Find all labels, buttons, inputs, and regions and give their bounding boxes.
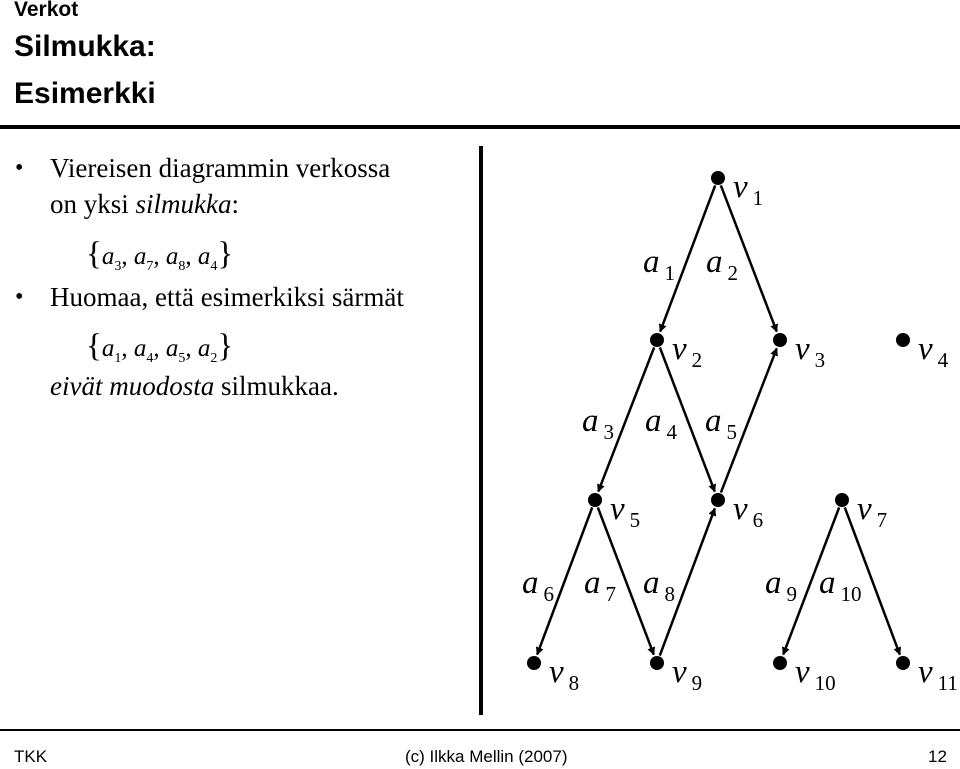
edge-set-term: $a_1$ <box>101 335 122 366</box>
vertex-label-v9: v $_9$ <box>672 654 703 695</box>
loop-set-term: $a_7$ <box>133 243 154 274</box>
footer-institution: TKK <box>14 747 48 766</box>
vertex-dot-v8 <box>527 656 541 670</box>
vertex-dot-v1 <box>711 171 725 185</box>
vertex-label-v1: v $_1$ <box>733 169 764 210</box>
loop-edge-set: {$a_3$, $a_7$, $a_8$, $a_4$} <box>86 236 234 274</box>
edge-arrow-a2 <box>721 185 777 331</box>
loop-set-term: $a_3$ <box>101 243 122 274</box>
vertex-dot-v3 <box>773 333 787 347</box>
footer-divider <box>0 729 960 731</box>
slide-title-line-2: Esimerkki <box>14 77 156 110</box>
vertex-dot-v5 <box>588 493 602 507</box>
edge-label-a3: a $_3$ <box>582 403 614 444</box>
brace-close: } <box>217 328 234 364</box>
loop-set-term: $a_4$ <box>197 243 218 274</box>
vertex-dot-v7 <box>835 493 849 507</box>
slide-title-line-1: Silmukka: <box>14 30 156 63</box>
edge-set-term: $a_5$ <box>165 335 186 366</box>
footer-copyright: (c) Ilkka Mellin (2007) <box>405 747 568 766</box>
edge-label-a10: a $_{10}$ <box>819 565 862 606</box>
edge-label-a1: a $_1$ <box>643 244 675 285</box>
edge-label-a6: a $_6$ <box>522 565 554 606</box>
edge-label-a7: a $_7$ <box>584 565 616 606</box>
edge-label-a9: a $_9$ <box>765 565 797 606</box>
brace-open: { <box>86 328 102 364</box>
bullet-dot: • <box>15 155 24 181</box>
vertex-dot-v10 <box>773 656 787 670</box>
vertex-dot-v9 <box>650 656 664 670</box>
section-label: Verkot <box>14 0 79 21</box>
vertex-dot-v6 <box>711 493 725 507</box>
edge-set-term: $a_4$ <box>133 335 154 366</box>
non-loop-edge-set: {$a_1$, $a_4$, $a_5$, $a_2$} <box>86 328 234 366</box>
vertex-dot-v4 <box>896 333 910 347</box>
edge-label-a5: a $_5$ <box>705 403 737 444</box>
vertex-dot-v2 <box>650 333 664 347</box>
vertex-label-v7: v $_7$ <box>857 491 888 532</box>
text-line: on yksi silmukka: <box>50 189 240 219</box>
edge-set-term: $a_2$ <box>197 335 218 366</box>
vertex-label-v10: v $_{10}$ <box>795 654 836 695</box>
text-line: eivät muodosta silmukkaa. <box>50 371 339 401</box>
vertex-label-v5: v $_5$ <box>610 491 641 532</box>
text-line: Viereisen diagrammin verkossa <box>50 153 391 183</box>
vertex-label-v6: v $_6$ <box>733 491 764 532</box>
loop-set-term: $a_8$ <box>165 243 186 274</box>
vertex-label-v11: v $_{11}$ <box>918 654 958 695</box>
edge-label-a8: a $_8$ <box>643 565 675 606</box>
vertex-label-v3: v $_3$ <box>795 331 826 372</box>
page-number: 12 <box>928 747 947 766</box>
edge-label-a2: a $_2$ <box>706 244 738 285</box>
brace-close: } <box>217 236 234 272</box>
vertex-dot-v11 <box>896 656 910 670</box>
text-line: Huomaa, että esimerkiksi särmät <box>50 282 404 312</box>
brace-open: { <box>86 236 102 272</box>
edge-label-a4: a $_4$ <box>645 403 677 444</box>
bullet-dot: • <box>15 284 24 310</box>
vertex-label-v4: v $_4$ <box>918 331 949 372</box>
vertex-label-v2: v $_2$ <box>672 331 703 372</box>
vertex-label-v8: v $_8$ <box>549 654 580 695</box>
